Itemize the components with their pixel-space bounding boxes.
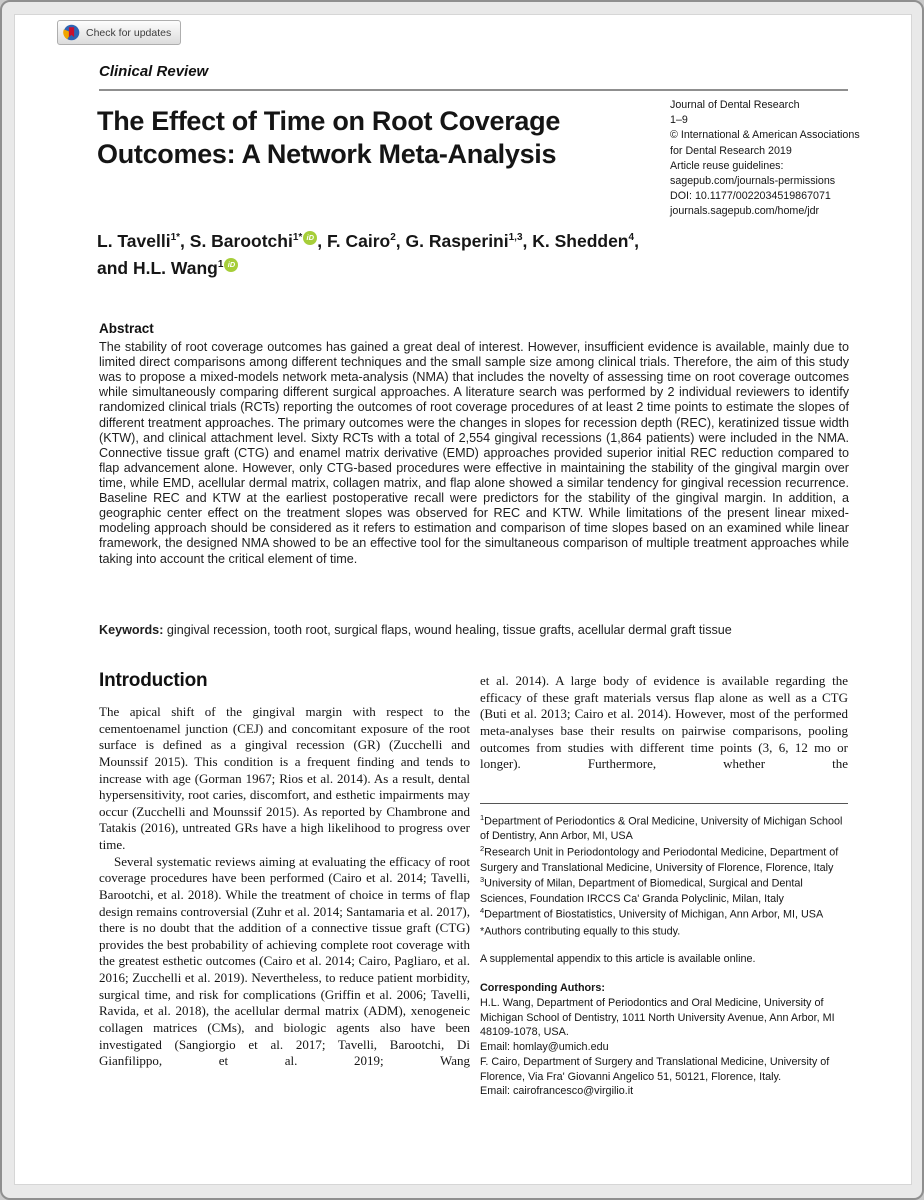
- affiliation-4: [480, 906, 848, 922]
- doi-text: DOI: 10.1177/0022034519867071: [670, 190, 831, 203]
- affiliation-3-marker: 3: [480, 875, 485, 885]
- affiliation-1: [480, 813, 848, 844]
- corresponding-authors-block: [480, 981, 848, 1099]
- keywords-text: gingival recession, tooth root, surgical flaps, wound healing, tissue grafts, acellular dermal graft tissue: [163, 623, 732, 637]
- intro-paragraph-2: Several systematic reviews aiming at evaluating the efficacy of root coverage procedures have been performed (Cairo et al. 2014; Tavelli, Barootchi, et al. 2018). While the treatment of choice in terms of flap design remains controversial (Zuhr et al. 2014; Santamaria et al. 2017), there is no doubt that the addition of a connective tissue graft (CTG) provides the best probability of achieving complete root coverage with the greatest esthetic outcomes (Cairo et al. 2014; Cairo, Pagliaro, et al. 2016; Zucchelli et al. 2019). Nevertheless, to reduce patient morbidity, surgical time, and risk for complications (Griffin et al. 2006; Tavelli, Ravida, et al. 2018), the acellular dermal matrix (ADM), xenogeneic collagen matrices (CMs), and biologic agents also have been investigated (Sangiorgio et al. 2017; Tavelli, Barootchi, Di Gianfilippo, et al. 2019; Wang: [99, 853, 470, 1069]
- author-wang-affil: 1: [217, 259, 224, 271]
- page-title: The Effect of Time on Root Coverage Outcomes: A Network Meta-Analysis: [97, 106, 561, 170]
- journal-home-link[interactable]: journals.sagepub.com/home/jdr: [670, 205, 820, 218]
- corresponding-author-2: F. Cairo, Department of Surgery and Translational Medicine, University of Florence, Via Fra' Giovanni Angelico 51, 50121, Florence, Italy.: [480, 1055, 830, 1083]
- author-tavelli-affil: 1*: [170, 232, 181, 244]
- authors-block: [97, 228, 639, 282]
- affiliation-2-marker: 2: [480, 844, 485, 854]
- author-rasperini-affil: 1,3: [508, 232, 523, 244]
- authors-line-2: [97, 255, 639, 282]
- affiliation-4-marker: 4: [480, 906, 485, 916]
- corresponding-author-2-email[interactable]: Email: cairofrancesco@virgilio.it: [480, 1085, 634, 1098]
- journal-copyright: © International & American Associations: [670, 129, 860, 142]
- journal-pages: 1–9: [670, 114, 688, 127]
- orcid-icon[interactable]: iD: [303, 231, 317, 245]
- keywords-line: [99, 623, 849, 637]
- affiliation-2: [480, 844, 848, 875]
- affiliation-1-text: Department of Periodontics & Oral Medicine, University of Michigan School of Dentistry, Ann Arbor, MI, USA: [480, 815, 843, 843]
- author-cairo: , F. Cairo: [317, 231, 391, 251]
- section-label: Clinical Review: [99, 63, 209, 80]
- supplemental-note: A supplemental appendix to this article is available online.: [480, 953, 756, 966]
- intro-left-column: [99, 704, 470, 1070]
- header-divider: [99, 89, 848, 91]
- author-rasperini: , G. Rasperini: [395, 231, 509, 251]
- author-cairo-affil: 2: [390, 232, 396, 244]
- author-shedden: , K. Shedden: [522, 231, 629, 251]
- affiliation-3: [480, 875, 848, 906]
- badge-label: Check for updates: [86, 26, 172, 39]
- crossmark-icon: [63, 24, 80, 41]
- reuse-guidelines-label: Article reuse guidelines:: [670, 159, 784, 172]
- journal-name: Journal of Dental Research: [670, 99, 800, 111]
- equal-contribution-note: [480, 923, 848, 939]
- introduction-heading: Introduction: [99, 670, 208, 691]
- author-wang: and H.L. Wang: [97, 258, 218, 279]
- intro-right-column: [480, 673, 848, 773]
- author-shedden-affil: 4: [628, 232, 635, 244]
- corresponding-author-1: H.L. Wang, Department of Periodontics and Oral Medicine, University of Michigan School of Dentistry, 1011 North University Avenue, Ann Arbor, MI 48109-1078, USA.: [480, 996, 835, 1039]
- footnote-block: [480, 803, 848, 1099]
- journal-info-block: [670, 98, 880, 220]
- affiliation-2-text: Research Unit in Periodontology and Periodontal Medicine, Department of Surgery and Translational Medicine, University of Florence, Florence, Italy: [480, 846, 839, 874]
- orcid-icon[interactable]: iD: [224, 258, 238, 272]
- corresponding-authors-heading: Corresponding Authors:: [480, 982, 605, 994]
- journal-copyright-2: for Dental Research 2019: [670, 144, 792, 157]
- intro-paragraph-3: et al. 2014). A large body of evidence is available regarding the efficacy of these graft materials versus flap alone as well as a CTG (Buti et al. 2013; Cairo et al. 2014). However, most of the performed meta-analyses base their results on pairwise comparisons, pooling outcomes from studies with different time points (3, 6, 12 mo or longer). Furthermore, whether the: [480, 673, 848, 772]
- corresponding-author-1-email[interactable]: Email: homlay@umich.edu: [480, 1041, 609, 1054]
- intro-paragraph-1: The apical shift of the gingival margin with respect to the cementoenamel junction (CEJ) and concomitant exposure of the root surface is defined as a gingival recession (GR) (Zucchelli and Mounssif 2015). This condition is a frequent finding and tends to increase with age (Gorman 1967; Rios et al. 2014). As a result, dental hypersensitivity, root caries, discomfort, and esthetic impairments may occur (Zucchelli and Mounssif 2015). As reported by Chambrone and Tatakis (2016), untreated GRs have a high likelihood to progress over time.: [99, 704, 470, 852]
- permissions-link[interactable]: sagepub.com/journals-permissions: [670, 174, 836, 187]
- affiliation-1-marker: 1: [480, 813, 485, 822]
- abstract-heading: Abstract: [99, 321, 154, 336]
- abstract-body: The stability of root coverage outcomes has gained a great deal of interest. However, insufficient evidence is available, mainly due to limited direct comparisons among different techniques and the small sample size among clinical trials. Therefore, the aim of this study was to propose a mixed-models network meta-analysis (NMA) that includes the novelty of assessing time on root coverage outcomes while simultaneously comparing different surgical approaches. A literature search was performed by 2 individual reviewers to identify randomized clinical trials (RCTs) reporting the outcomes of root coverage procedures of at least 2 time points to estimate the slopes of different treatment approaches. The primary outcomes were the changes in slopes for recession depth (REC), keratinized tissue width (KTW), and clinical attachment level. Sixty RCTs with a total of 2,554 gingival recessions (1,864 patients) were included in the NMA. Connective tissue graft (CTG) and enamel matrix derivative (EMD) approaches provided superior initial REC reduction compared to flap advancement alone. However, only CTG-based procedures were effective in maintaining the stability of the gingival margin over time, while EMD, acellular dermal matrix, collagen matrix, and flap alone showed a similar tendency for gingival recession recurrence. Baseline REC and KTW at the earliest postoperative recall were predictors for the stability of the gingival margin. In addition, a geographic center effect on the treatment slopes was observed for REC and KTW. While limitations of the present linear mixed-modeling approach should be considered as it refers to estimation and comparison of time slopes based on an examined while linear framework, the designed NMA showed to be an effective tool for the simultaneous comparison of multiple treatment approaches while taking into account the critical element of time.: [99, 340, 849, 566]
- authors-line-1: [97, 228, 639, 255]
- affiliation-4-text: Department of Biostatistics, University of Michigan, Ann Arbor, MI, USA: [484, 909, 824, 922]
- equal-contribution-text: *Authors contributing equally to this study.: [480, 925, 681, 938]
- affiliation-3-text: University of Milan, Department of Biomedical, Surgical and Dental Sciences, Foundation IRCCS Ca' Granda Polyclinic, Milan, Italy: [480, 877, 803, 905]
- authors-comma: ,: [634, 231, 639, 251]
- keywords-label: Keywords:: [99, 623, 164, 637]
- author-barootchi: , S. Barootchi: [180, 231, 293, 251]
- author-barootchi-affil: 1*: [292, 232, 303, 244]
- author-tavelli: L. Tavelli: [97, 231, 171, 251]
- check-for-updates-button[interactable]: [57, 20, 181, 45]
